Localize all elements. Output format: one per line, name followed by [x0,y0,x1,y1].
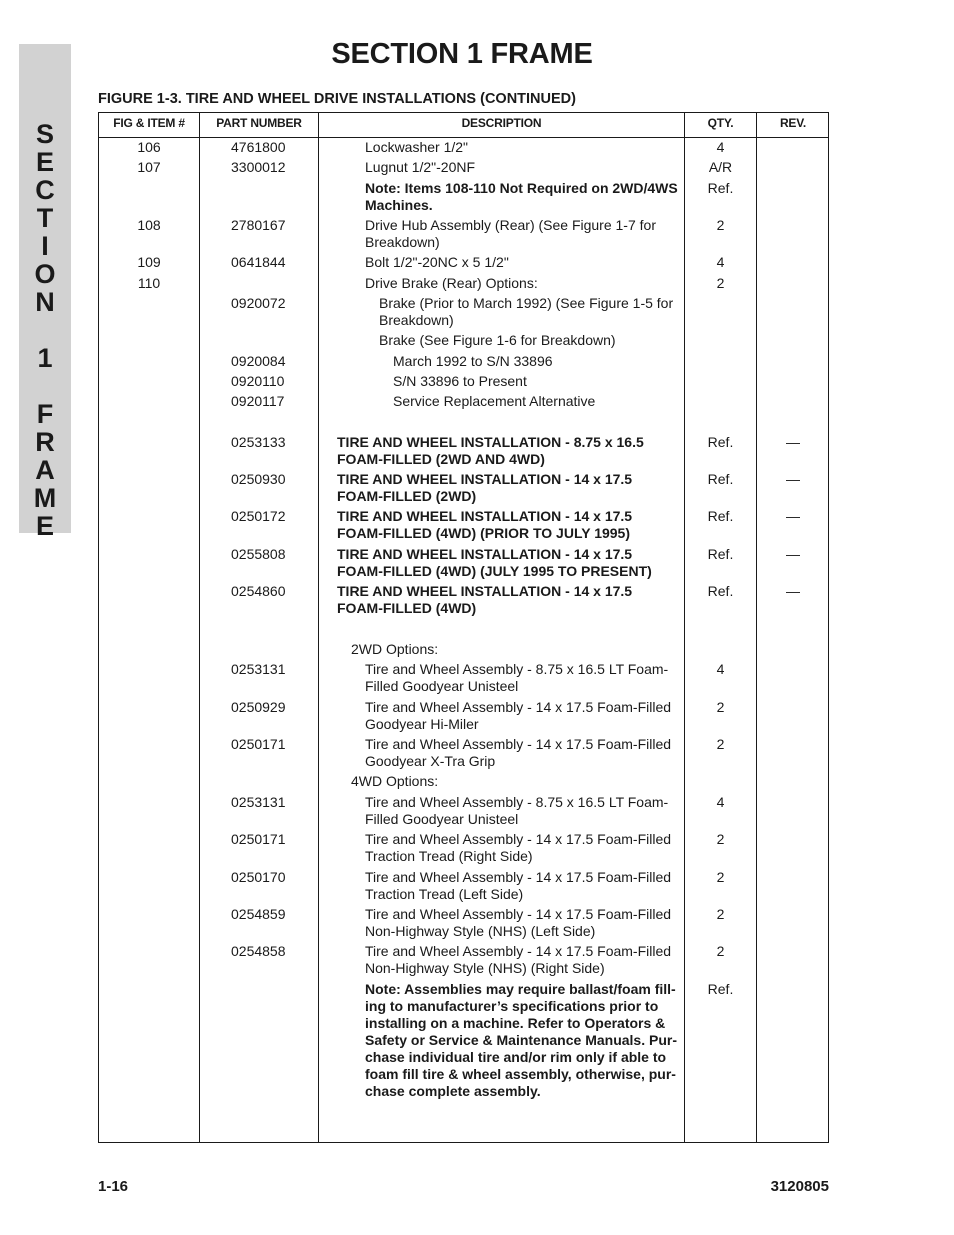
quantity: 4 [716,254,725,270]
part-number: 0254859 [231,906,286,922]
item-number: 110 [137,275,161,291]
item-number: 106 [137,139,161,155]
revision: — [786,546,800,562]
part-description: TIRE AND WHEEL INSTALLATION - 14 x 17.5 FOAM-FILLED (4WD) [337,583,633,616]
part-description: S/N 33896 to Present [393,373,527,389]
part-description: Bolt 1/2"-20NC x 5 1/2" [365,254,509,270]
part-description: Tire and Wheel Assembly - 14 x 17.5 Foam-Filled Traction Tread (Right Side) [365,831,672,864]
side-tab-letter: A [35,455,55,485]
quantity: 2 [716,275,725,291]
quantity: Ref. [707,508,734,524]
revision: — [786,471,800,487]
quantity: 2 [716,217,725,233]
section-side-tab-letters [19,120,71,540]
part-description: Lugnut 1/2"-20NF [365,159,476,175]
quantity: 4 [716,661,725,677]
quantity: Ref. [707,981,734,997]
side-tab-letter [19,372,71,400]
part-number: 0641844 [231,254,286,270]
part-number: 0255808 [231,546,286,562]
side-tab-letter: O [34,259,56,289]
item-number: 107 [137,159,161,175]
part-number: 0250171 [231,831,286,847]
part-number: 3300012 [231,159,286,175]
side-tab-letter: M [33,483,57,513]
part-description: Note: Items 108-110 Not Required on 2WD/4WS Machines. [365,180,678,213]
part-number: 0254858 [231,943,286,959]
side-tab-letter: I [41,231,49,261]
side-tab-letter: C [35,175,55,205]
part-description: Tire and Wheel Assembly - 14 x 17.5 Foam-Filled Goodyear Hi-Miler [365,699,672,732]
column-divider [756,112,757,1143]
part-number: 0920072 [231,295,286,311]
quantity: 2 [716,831,725,847]
side-tab-letter: F [36,399,54,429]
side-tab-letter: E [35,147,54,177]
quantity: 4 [716,794,725,810]
quantity: 2 [716,736,725,752]
part-description: Tire and Wheel Assembly - 14 x 17.5 Foam-Filled Non-Highway Style (NHS) (Left Side) [365,906,672,939]
part-number: 0254860 [231,583,286,599]
side-tab-letter: 1 [37,343,53,373]
side-tab-letter: E [35,511,54,541]
item-number: 109 [137,254,161,270]
part-description: TIRE AND WHEEL INSTALLATION - 8.75 x 16.5 FOAM-FILLED (2WD AND 4WD) [337,434,644,467]
header-description: DESCRIPTION [461,116,542,130]
side-tab-letter: T [36,203,54,233]
revision: — [786,583,800,599]
part-description: March 1992 to S/N 33896 [393,353,553,369]
quantity: Ref. [707,546,734,562]
part-number: 0253131 [231,661,286,677]
section-side-tab [19,44,71,541]
part-description: Tire and Wheel Assembly - 14 x 17.5 Foam-Filled Non-Highway Style (NHS) (Right Side) [365,943,672,976]
part-number: 0250170 [231,869,286,885]
quantity: 2 [716,699,725,715]
part-description: TIRE AND WHEEL INSTALLATION - 14 x 17.5 FOAM-FILLED (4WD) (PRIOR TO JULY 1995) [337,508,633,541]
part-number: 0253133 [231,434,286,450]
quantity: Ref. [707,583,734,599]
page-title: SECTION 1 FRAME [331,38,593,70]
column-divider [318,112,319,1143]
quantity: Ref. [707,434,734,450]
header-rev: REV. [779,116,807,130]
part-description: Brake (See Figure 1-6 for Breakdown) [379,332,616,348]
quantity: 4 [716,139,725,155]
part-description: TIRE AND WHEEL INSTALLATION - 14 x 17.5 FOAM-FILLED (4WD) (JULY 1995 TO PRESENT) [337,546,652,579]
part-description: Drive Hub Assembly (Rear) (See Figure 1-7 for Breakdown) [365,217,656,250]
side-tab-letter: R [35,427,55,457]
part-number: 0920084 [231,353,286,369]
part-description: Tire and Wheel Assembly - 8.75 x 16.5 LT Foam-Filled Goodyear Unisteel [365,661,669,694]
part-description: Lockwasher 1/2" [365,139,469,155]
side-tab-letter [19,316,71,344]
side-tab-letter: S [35,119,54,149]
page-number: 1-16 [98,1178,129,1195]
quantity: A/R [708,159,733,175]
part-number: 0250930 [231,471,286,487]
part-number: 0920117 [231,393,285,409]
part-description: Drive Brake (Rear) Options: [365,275,538,291]
quantity: 2 [716,906,725,922]
part-description: TIRE AND WHEEL INSTALLATION - 14 x 17.5 FOAM-FILLED (2WD) [337,471,633,504]
side-tab-letter: N [35,287,55,317]
column-divider [199,112,200,1143]
part-description: 4WD Options: [351,773,439,789]
header-item: FIG & ITEM # [113,116,185,130]
part-number: 0920110 [231,373,285,389]
item-number: 108 [137,217,161,233]
quantity: 2 [716,869,725,885]
part-description: Tire and Wheel Assembly - 8.75 x 16.5 LT Foam-Filled Goodyear Unisteel [365,794,669,827]
header-divider [98,137,829,138]
quantity: 2 [716,943,725,959]
figure-title: FIGURE 1-3. TIRE AND WHEEL DRIVE INSTALLATIONS (CONTINUED) [98,91,576,107]
part-description: Tire and Wheel Assembly - 14 x 17.5 Foam-Filled Traction Tread (Left Side) [365,869,672,902]
document-number: 3120805 [770,1178,829,1195]
part-description: Tire and Wheel Assembly - 14 x 17.5 Foam-Filled Goodyear X-Tra Grip [365,736,672,769]
part-description: Service Replacement Alternative [393,393,596,409]
revision: — [786,508,800,524]
part-number: 0250171 [231,736,286,752]
part-number: 2780167 [231,217,286,233]
part-description: 2WD Options: [351,641,439,657]
header-part-number: PART NUMBER [216,116,302,130]
quantity: Ref. [707,471,734,487]
revision: — [786,434,800,450]
part-number: 0250929 [231,699,286,715]
part-number: 4761800 [231,139,286,155]
header-qty: QTY. [707,116,734,130]
part-description: Note: Assemblies may require ballast/foam fill-ing to manufacturer’s specifications prior to installing on a machine. Refer to Operators & Safety or Service & Maintenance Manuals. Pur-chase individual tire and/or rim only if able to foam fill tire & wheel assembly, otherwise, pur-chase complete assembly. [365,981,677,1099]
part-number: 0253131 [231,794,286,810]
quantity: Ref. [707,180,734,196]
part-number: 0250172 [231,508,286,524]
part-description: Brake (Prior to March 1992) (See Figure 1-5 for Breakdown) [379,295,674,328]
